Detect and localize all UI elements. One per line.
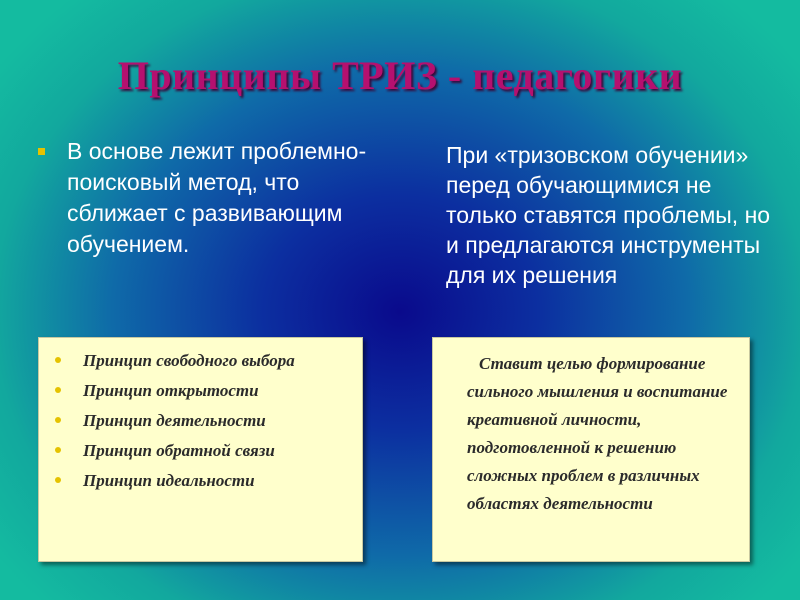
principle-label: Принцип обратной связи [83, 441, 275, 460]
list-item [53, 408, 354, 433]
bullet-dot-icon [55, 387, 61, 393]
principles-list [39, 338, 362, 493]
left-paragraph [38, 136, 393, 260]
principle-label: Принцип деятельности [83, 411, 266, 430]
right-paragraph [446, 140, 776, 290]
principle-label: Принцип идеальности [83, 471, 255, 490]
list-item [53, 468, 354, 493]
bullet-dot-icon [55, 357, 61, 363]
list-item [53, 438, 354, 463]
goal-text: Ставит целью формирование сильного мышления и воспитание креативной личности, подготовленной к решению сложных проблем в различных областях деятельности [467, 354, 728, 513]
list-item [53, 378, 354, 403]
bullet-dot-icon [55, 477, 61, 483]
slide-title: Принципы ТРИЗ - педагогики [117, 53, 683, 98]
bullet-dot-icon [55, 447, 61, 453]
principle-label: Принцип открытости [83, 381, 259, 400]
principles-box [38, 337, 363, 562]
left-paragraph-text: В основе лежит проблемно-поисковый метод, что сближает с развивающим обучением. [67, 138, 367, 257]
square-bullet-icon [38, 148, 45, 155]
goal-box [432, 337, 750, 562]
principle-label: Принцип свободного выбора [83, 351, 295, 370]
list-item [53, 348, 354, 373]
right-paragraph-text: При «тризовском обучении» перед обучающимися не только ставятся проблемы, но и предлагаются инструменты для их решения [446, 142, 771, 288]
bullet-dot-icon [55, 417, 61, 423]
